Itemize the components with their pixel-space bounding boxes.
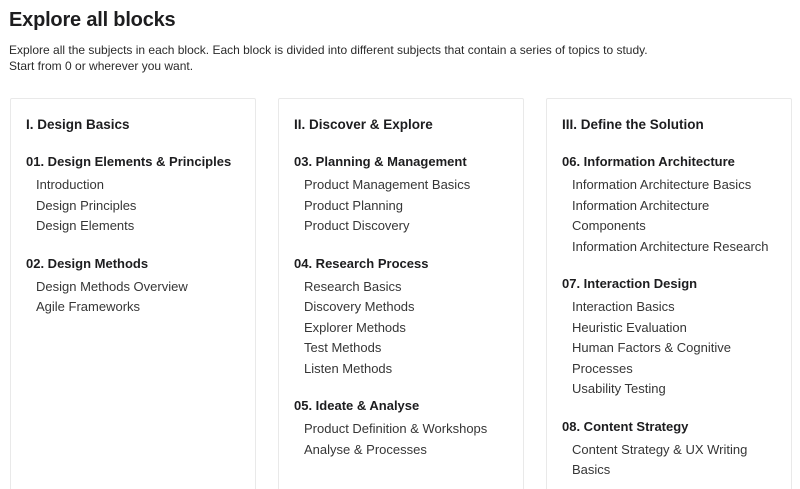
topic-item[interactable]: Usability Testing — [572, 381, 666, 396]
block-card — [278, 98, 524, 489]
subject-title: 05. Ideate & Analyse — [294, 398, 420, 413]
subject-title: 03. Planning & Management — [294, 154, 467, 169]
topic-item[interactable]: Information Architecture Research — [572, 238, 769, 254]
topic-item[interactable]: Analyse & Processes — [304, 441, 427, 457]
topic-item[interactable]: Interaction Basics — [572, 299, 675, 314]
subject-group — [294, 254, 511, 380]
topic-item[interactable]: Discovery Methods — [304, 299, 415, 314]
topic-item[interactable]: Design Principles — [36, 197, 137, 213]
subject-group — [562, 274, 779, 400]
subject-group — [562, 152, 779, 257]
page-title: Explore all blocks — [9, 9, 176, 31]
topic-item[interactable]: Design Methods Overview — [36, 278, 188, 294]
topic-item[interactable]: Product Management Basics — [304, 177, 471, 192]
block-title: I. Design Basics — [26, 117, 130, 132]
topic-item[interactable]: Content Strategy & UX Writing Basics — [572, 441, 748, 477]
page-subtitle-line2: Start from 0 or wherever you want. — [9, 59, 194, 73]
topic-item[interactable]: Explorer Methods — [304, 319, 406, 335]
topic-item[interactable]: Product Discovery — [304, 218, 410, 233]
subject-title: 02. Design Methods — [26, 255, 149, 271]
subject-title: 06. Information Architecture — [562, 154, 735, 169]
page-subtitle-line1: Explore all the subjects in each block. Each block is divided into different subjects that contain a series of topics to study. — [9, 43, 648, 57]
topic-item[interactable]: Design Elements — [36, 218, 135, 233]
subject-group — [294, 152, 511, 237]
topic-item[interactable]: Information Architecture Basics — [572, 177, 752, 192]
topic-item[interactable]: Product Planning — [304, 197, 404, 213]
block-title: III. Define the Solution — [562, 117, 704, 132]
blocks-row — [10, 98, 792, 489]
subject-group — [294, 396, 511, 460]
topic-item[interactable]: Product Definition & Workshops — [304, 421, 488, 436]
block-title: II. Discover & Explore — [294, 117, 433, 132]
topic-item[interactable]: Human Factors & Cognitive Processes — [572, 340, 731, 376]
subject-title: 07. Interaction Design — [562, 276, 698, 291]
subject-group — [562, 417, 779, 481]
subject-group — [26, 152, 243, 237]
topic-item[interactable]: Agile Frameworks — [36, 299, 141, 314]
subject-title: 08. Content Strategy — [562, 418, 689, 434]
page-subtitle — [9, 42, 792, 74]
subject-title: 01. Design Elements & Principles — [26, 154, 232, 169]
topic-item[interactable]: Information Architecture Components — [572, 197, 710, 233]
topic-item[interactable]: Heuristic Evaluation — [572, 319, 687, 335]
topic-item[interactable]: Research Basics — [304, 278, 402, 294]
block-card — [546, 98, 792, 489]
block-card — [10, 98, 256, 489]
topic-item[interactable]: Introduction — [36, 177, 104, 192]
subject-group — [26, 254, 243, 318]
topic-item[interactable]: Test Methods — [304, 340, 382, 355]
topic-item[interactable]: Listen Methods — [304, 360, 393, 376]
subject-title: 04. Research Process — [294, 255, 429, 271]
